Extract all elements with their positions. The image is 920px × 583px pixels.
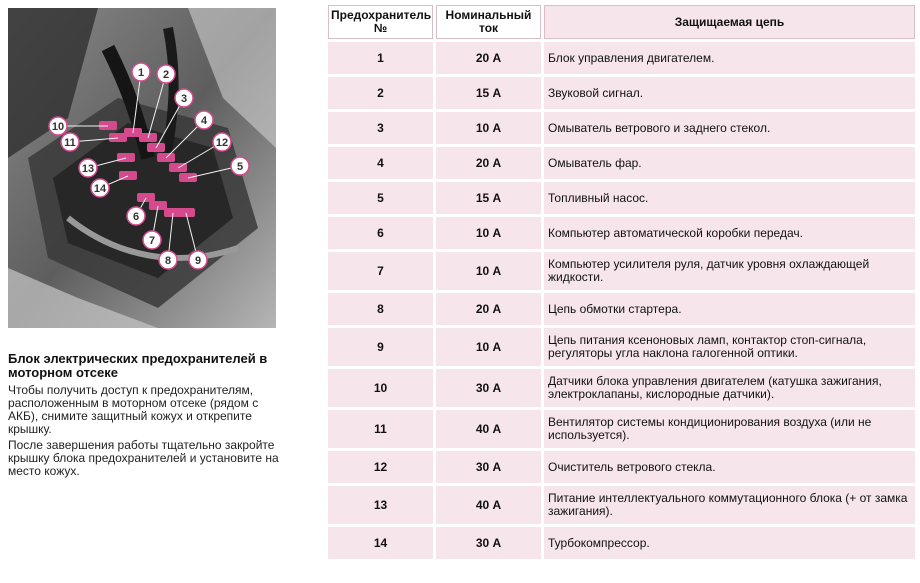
table-row bbox=[328, 328, 915, 366]
fuse-number-cell: 1 bbox=[328, 42, 433, 74]
fuse-table bbox=[325, 2, 918, 562]
callout-number: 9 bbox=[194, 255, 202, 267]
fuse-number-cell: 8 bbox=[328, 293, 433, 325]
table-row bbox=[328, 42, 915, 74]
protected-circuit-cell: Очиститель ветрового стекла. bbox=[544, 451, 915, 483]
table-row bbox=[328, 369, 915, 407]
caption-paragraph-2: После завершения работы тщательно закройте крышку блока предохранителей и установите на место кожух. bbox=[8, 438, 279, 478]
table-row bbox=[328, 527, 915, 559]
rated-current-cell: 10 А bbox=[436, 217, 541, 249]
callout-number: 7 bbox=[148, 235, 156, 247]
fuse-number-cell: 5 bbox=[328, 182, 433, 214]
protected-circuit-cell: Питание интеллектуального коммутационного блока (+ от замка зажигания). bbox=[544, 486, 915, 524]
fuse-number-cell: 12 bbox=[328, 451, 433, 483]
fuse-number-cell: 13 bbox=[328, 486, 433, 524]
table-row bbox=[328, 112, 915, 144]
table-row bbox=[328, 410, 915, 448]
callout-number: 2 bbox=[162, 69, 170, 81]
callout-number: 4 bbox=[200, 115, 208, 127]
fuse-mark bbox=[137, 193, 155, 202]
callout-number: 3 bbox=[180, 93, 188, 105]
header-rated-current: Номинальный ток bbox=[436, 5, 541, 39]
rated-current-cell: 20 А bbox=[436, 42, 541, 74]
protected-circuit-cell: Вентилятор системы кондиционирования воздуха (или не используется). bbox=[544, 410, 915, 448]
rated-current-cell: 20 А bbox=[436, 293, 541, 325]
rated-current-cell: 20 А bbox=[436, 147, 541, 179]
fuse-number-cell: 2 bbox=[328, 77, 433, 109]
fuse-number-cell: 11 bbox=[328, 410, 433, 448]
caption-paragraph-1: Чтобы получить доступ к предохранителям, расположенным в моторном отсеке (рядом с АКБ), снимите защитный кожух и открепите крышку. bbox=[8, 383, 259, 436]
table-row bbox=[328, 147, 915, 179]
protected-circuit-cell: Компьютер автоматической коробки передач. bbox=[544, 217, 915, 249]
rated-current-cell: 40 А bbox=[436, 410, 541, 448]
rated-current-cell: 30 А bbox=[436, 527, 541, 559]
table-row bbox=[328, 217, 915, 249]
table-header-row bbox=[328, 5, 915, 39]
callout-number: 1 bbox=[137, 67, 145, 79]
header-fuse-number: Предохранитель № bbox=[328, 5, 433, 39]
rated-current-cell: 10 А bbox=[436, 328, 541, 366]
fuse-mark bbox=[117, 153, 135, 162]
fuse-number-cell: 3 bbox=[328, 112, 433, 144]
rated-current-cell: 10 А bbox=[436, 112, 541, 144]
rated-current-cell: 30 А bbox=[436, 369, 541, 407]
rated-current-cell: 30 А bbox=[436, 451, 541, 483]
fuse-number-cell: 14 bbox=[328, 527, 433, 559]
callout-number: 10 bbox=[51, 121, 65, 133]
protected-circuit-cell: Топливный насос. bbox=[544, 182, 915, 214]
fuse-number-cell: 9 bbox=[328, 328, 433, 366]
table-row bbox=[328, 486, 915, 524]
table-row bbox=[328, 182, 915, 214]
callout-number: 6 bbox=[132, 211, 140, 223]
fuse-mark bbox=[177, 208, 195, 217]
caption-title: Блок электрических предохранителей в моторном отсеке bbox=[8, 351, 268, 380]
rated-current-cell: 15 А bbox=[436, 77, 541, 109]
fuse-box-photo bbox=[8, 8, 276, 328]
fuse-number-cell: 6 bbox=[328, 217, 433, 249]
table-row bbox=[328, 77, 915, 109]
protected-circuit-cell: Омыватель фар. bbox=[544, 147, 915, 179]
protected-circuit-cell: Омыватель ветрового и заднего стекол. bbox=[544, 112, 915, 144]
protected-circuit-cell: Цепь обмотки стартера. bbox=[544, 293, 915, 325]
header-protected-circuit: Защищаемая цепь bbox=[544, 5, 915, 39]
protected-circuit-cell: Блок управления двигателем. bbox=[544, 42, 915, 74]
protected-circuit-cell: Датчики блока управления двигателем (катушка зажигания, электроклапаны, кислородные датчики). bbox=[544, 369, 915, 407]
table-row bbox=[328, 252, 915, 290]
callout-number: 13 bbox=[81, 163, 95, 175]
protected-circuit-cell: Турбокомпрессор. bbox=[544, 527, 915, 559]
table-row bbox=[328, 451, 915, 483]
callout-number: 11 bbox=[64, 137, 76, 149]
callout-number: 8 bbox=[164, 255, 172, 267]
callout-number: 14 bbox=[93, 183, 107, 195]
protected-circuit-cell: Компьютер усилителя руля, датчик уровня охлаждающей жидкости. bbox=[544, 252, 915, 290]
fuse-number-cell: 7 bbox=[328, 252, 433, 290]
caption-block bbox=[8, 352, 283, 481]
fuse-number-cell: 10 bbox=[328, 369, 433, 407]
protected-circuit-cell: Звуковой сигнал. bbox=[544, 77, 915, 109]
rated-current-cell: 15 А bbox=[436, 182, 541, 214]
rated-current-cell: 40 А bbox=[436, 486, 541, 524]
protected-circuit-cell: Цепь питания ксеноновых ламп, контактор стоп-сигнала, регуляторы угла наклона галогенной оптики. bbox=[544, 328, 915, 366]
callout-number: 12 bbox=[215, 137, 229, 149]
fuse-mark bbox=[109, 133, 127, 142]
rated-current-cell: 10 А bbox=[436, 252, 541, 290]
table-row bbox=[328, 293, 915, 325]
fuse-number-cell: 4 bbox=[328, 147, 433, 179]
callout-number: 5 bbox=[236, 161, 244, 173]
